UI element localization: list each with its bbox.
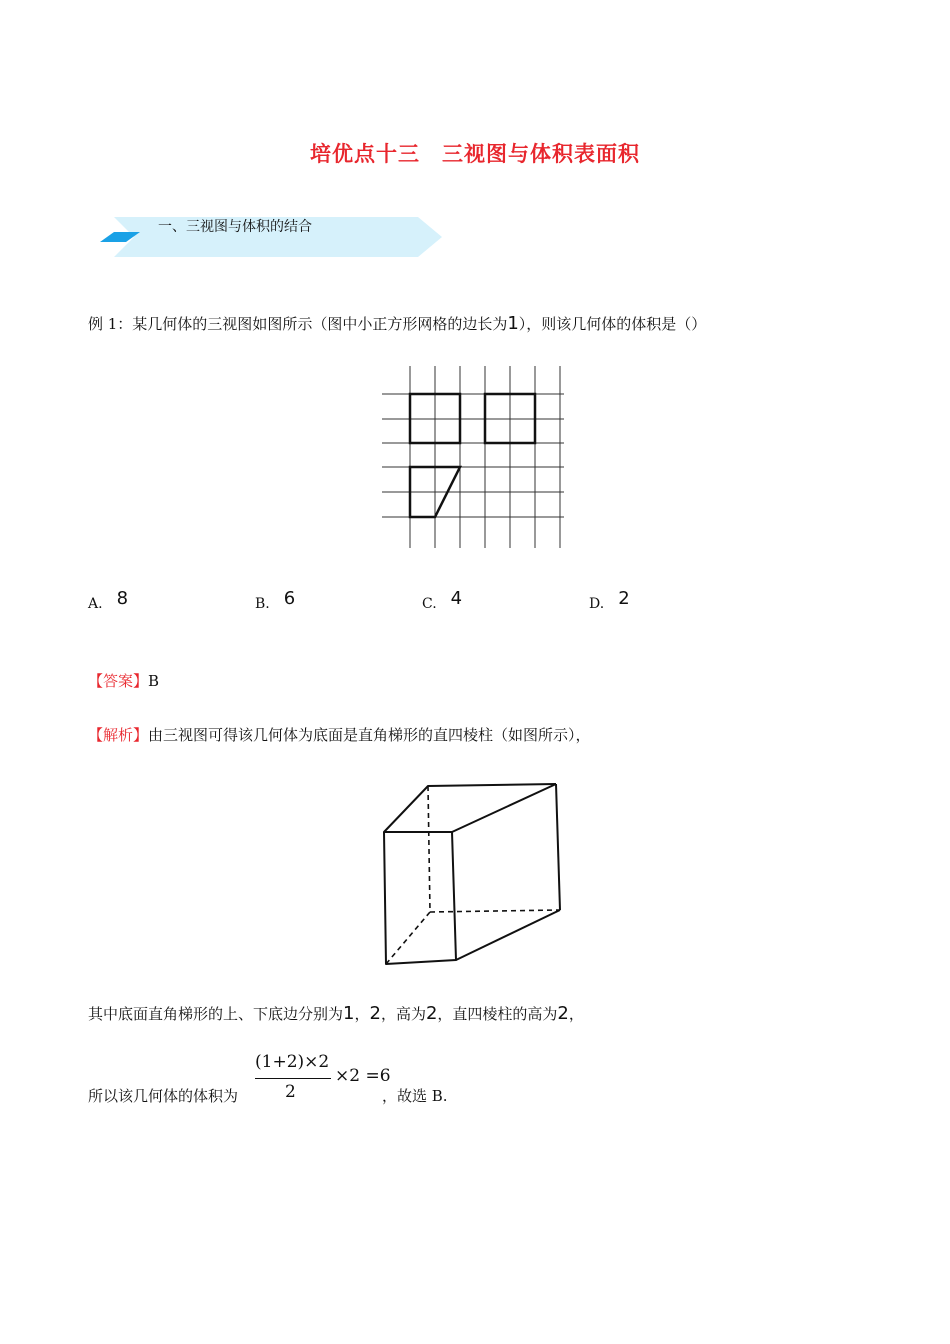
analysis-line: 【解析】由三视图可得该几何体为底面是直角梯形的直四棱柱（如图所示）， [88, 726, 591, 744]
option-b[interactable]: B. 6 [255, 588, 296, 612]
section-heading: 一、三视图与体积的结合 [158, 219, 312, 235]
page-title: 培优点十三 三视图与体积表面积 [310, 142, 640, 166]
detail-line: 其中底面直角梯形的上、下底边分别为1，2，高为2，直四棱柱的高为2， [88, 1003, 584, 1024]
option-a[interactable]: A. 8 [88, 588, 129, 612]
option-c[interactable]: C. 4 [422, 588, 463, 612]
formula-rest: ×2 =6 [335, 1066, 391, 1086]
analysis-label: 【解析】 [88, 726, 149, 744]
three-view-figure [380, 362, 566, 552]
formula-numerator: (1+2)×2 [255, 1052, 330, 1072]
conclusion-suffix: ，故选 B. [382, 1087, 448, 1105]
answer-label: 【答案】 [88, 672, 149, 690]
conclusion-prefix: 所以该几何体的体积为 [88, 1087, 239, 1105]
answer-line [88, 671, 159, 691]
answer-value: B [148, 672, 160, 690]
example-question: 例 1：某几何体的三视图如图所示（图中小正方形网格的边长为1），则该几何体的体积是（） [88, 313, 707, 334]
fraction-bar [255, 1078, 331, 1079]
option-d[interactable]: D. 2 [589, 588, 630, 612]
formula-denominator: 2 [285, 1082, 296, 1102]
prism-figure [376, 772, 566, 970]
